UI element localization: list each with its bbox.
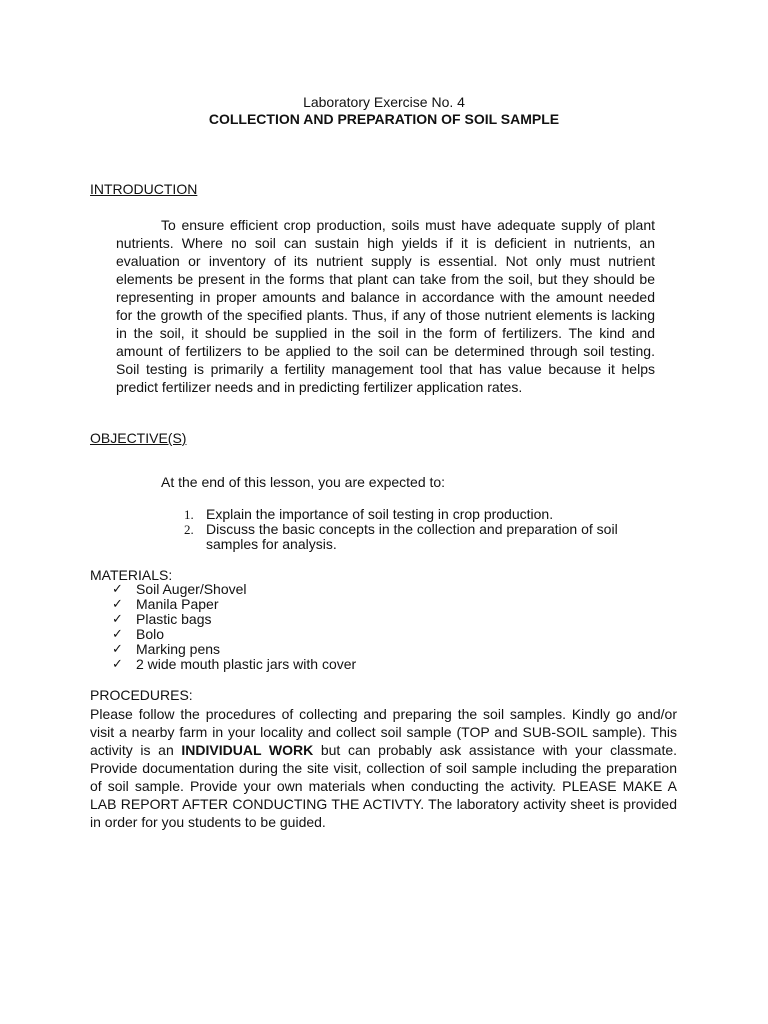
material-text: 2 wide mouth plastic jars with cover [136, 656, 357, 672]
check-mark-icon: ✓ [112, 597, 123, 612]
introduction-paragraph: To ensure efficient crop production, soils must have adequate supply of plant nutrients. Where no soil can sustain high yields if it is deficient in nutrients, an evaluation or inventory of its nutrient supply is essential. Not only must nutrient elements be present in the forms that plant can take from the soil, but they should be representing in proper amounts and balance in accordance with the amount needed for the growth of the specified plants. Thus, if any of those nutrient elements is lacking in the soil, it should be supplied in the soil in the form of fertilizers. The kind and amount of fertilizers to be applied to the soil can be determined through soil testing. Soil testing is primarily a fertility management tool that has value because it helps predict fertilizer needs and in predicting fertilizer application rates. [116, 217, 655, 395]
exercise-number: Laboratory Exercise No. 4 [303, 94, 465, 110]
material-text: Manila Paper [136, 596, 219, 612]
check-mark-icon: ✓ [112, 582, 123, 597]
list-item [112, 582, 356, 597]
check-mark-icon: ✓ [112, 612, 123, 627]
procedures-text-part1: Please follow the procedures of collecting and preparing the soil samples. Kindly go and/or visit a nearby farm in your locality and collect soil sample (TOP and SUB-SOIL sample). This activity is an [90, 706, 677, 758]
procedures-heading: PROCEDURES: [90, 687, 193, 703]
document-title: COLLECTION AND PREPARATION OF SOIL SAMPLE [208, 111, 560, 127]
material-text: Plastic bags [136, 611, 212, 627]
materials-heading: MATERIALS: [90, 567, 173, 583]
materials-list [112, 582, 356, 672]
list-item-text: Discuss the basic concepts in the collection and preparation of soil samples for analysis. [206, 521, 618, 552]
material-text: Soil Auger/Shovel [136, 581, 247, 597]
check-mark-icon: ✓ [112, 627, 123, 642]
list-number: 1. [184, 507, 194, 522]
procedures-text-part2: but can probably ask assistance with your classmate. Provide documentation during the site visit, collection of soil sample including the preparation of soil sample. Provide your own materials when conducting the activity. PLEASE MAKE A LAB REPORT AFTER CONDUCTING THE ACTIVTY. The laboratory activity sheet is provided in order for you students to be guided. [90, 742, 678, 830]
material-text: Marking pens [136, 641, 221, 657]
list-item [184, 507, 654, 522]
list-number: 2. [184, 522, 194, 537]
objectives-lead: At the end of this lesson, you are expected to: [161, 474, 446, 490]
list-item [112, 642, 356, 657]
objectives-heading: OBJECTIVE(S) [90, 430, 187, 446]
list-item [112, 657, 356, 672]
list-item-text: Explain the importance of soil testing in crop production. [206, 506, 554, 522]
list-item [112, 597, 356, 612]
procedures-paragraph [90, 705, 677, 831]
list-item [112, 612, 356, 627]
check-mark-icon: ✓ [112, 657, 123, 672]
list-item [184, 522, 654, 552]
introduction-heading: INTRODUCTION [90, 181, 198, 197]
material-text: Bolo [136, 626, 165, 642]
check-mark-icon: ✓ [112, 642, 123, 657]
list-item [112, 627, 356, 642]
procedures-emphasis: INDIVIDUAL WORK [181, 742, 314, 758]
objectives-list [184, 507, 654, 552]
